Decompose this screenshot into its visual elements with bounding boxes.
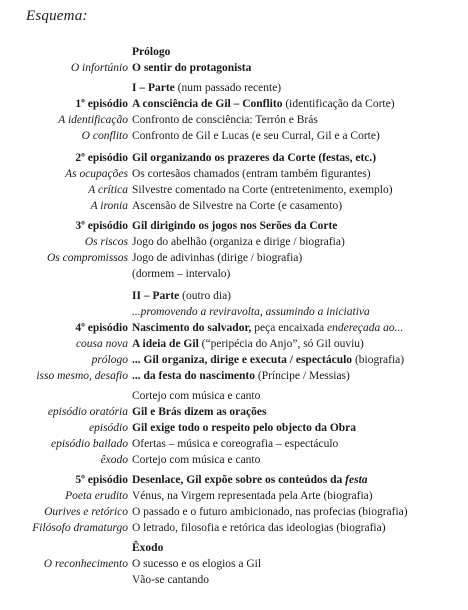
scheme-row-label: A ironia <box>90 200 128 212</box>
scheme-row <box>0 218 468 234</box>
scheme-row-main: ... da festa do nascimento <box>132 370 255 382</box>
scheme-row-main: Confronto de consciência: Terrón e Brás <box>132 114 318 126</box>
scheme-row-label: episódio <box>89 422 128 434</box>
scheme-row-text <box>132 572 209 588</box>
scheme-row-text <box>132 452 260 468</box>
scheme-row <box>0 452 468 468</box>
scheme-row-main: I – Parte <box>132 82 175 94</box>
scheme-row-main: A ideia de Gil <box>132 338 199 350</box>
scheme-row-label: episódio oratória <box>47 406 128 418</box>
scheme-row <box>0 472 468 488</box>
scheme-row <box>0 336 468 352</box>
scheme-row-main: Nascimento do salvador, <box>132 322 252 334</box>
scheme-row-text <box>132 128 380 144</box>
scheme-row-text <box>132 60 251 76</box>
scheme-row-extra: (num passado recente) <box>174 82 282 94</box>
scheme-row-text <box>132 150 376 166</box>
scheme-row <box>0 404 468 420</box>
scheme-row-text <box>132 266 230 282</box>
scheme-row <box>0 112 468 128</box>
scheme-row-extra-italic: festa <box>345 474 368 486</box>
scheme-row <box>0 150 468 166</box>
scheme-row <box>0 388 468 404</box>
scheme-row-text <box>132 44 170 60</box>
scheme-row-text <box>132 436 338 452</box>
scheme-row <box>0 182 468 198</box>
scheme-row <box>0 488 468 504</box>
scheme-row-text <box>132 488 373 504</box>
scheme-row <box>0 368 468 384</box>
scheme-row-main: Desenlace, Gil expõe sobre os conteúdos da <box>132 474 346 486</box>
scheme-row-text <box>132 320 403 336</box>
scheme-row <box>0 420 468 436</box>
scheme-row-text <box>132 472 368 488</box>
scheme-row-extra: peça encaixada <box>251 322 328 334</box>
scheme-row-main: ... Gil organiza, dirige e executa / espectáculo <box>132 354 353 366</box>
scheme-row-text <box>132 218 337 234</box>
scheme-row-main: Jogo do abelhão (organiza e dirige / biografia) <box>132 236 345 248</box>
scheme-row-label: O infortúnio <box>70 62 128 74</box>
scheme-row-label: A identificação <box>58 114 128 126</box>
scheme-row-text <box>132 420 356 436</box>
scheme-row-text <box>132 504 408 520</box>
scheme-row-text <box>132 96 395 112</box>
scheme-row <box>0 250 468 266</box>
scheme-row-extra: (Príncipe / Messias) <box>255 370 350 382</box>
scheme-row-main: Vão-se cantando <box>132 574 209 586</box>
scheme-row-main: O letrado, filosofia e retórica das ideologias (biografia) <box>132 522 386 534</box>
scheme-row-main: Vénus, na Virgem representada pela Arte (biografia) <box>132 490 373 502</box>
scheme-row <box>0 504 468 520</box>
scheme-row-text <box>132 182 393 198</box>
scheme-row-label: 1º episódio <box>75 98 128 110</box>
scheme-row <box>0 266 468 282</box>
scheme-row-extra: (identificação da Corte) <box>282 98 395 110</box>
scheme-row-extra-italic: endereçada ao... <box>327 322 404 334</box>
scheme-row <box>0 352 468 368</box>
scheme-row-main: Silvestre comentado na Corte (entretenimento, exemplo) <box>132 184 393 196</box>
scheme-row <box>0 540 468 556</box>
scheme-row-main: Ascensão de Silvestre na Corte (e casamento) <box>132 200 343 212</box>
scheme-row <box>0 304 468 320</box>
scheme-row-main: (dormem – intervalo) <box>132 268 231 280</box>
scheme-row-label: Ourives e retórico <box>44 506 128 518</box>
scheme-row-label: Os riscos <box>84 236 128 248</box>
scheme-row-text <box>132 166 371 182</box>
scheme-row <box>0 234 468 250</box>
scheme-row-label: As ocupações <box>65 168 128 180</box>
scheme-row <box>0 556 468 572</box>
scheme-row-label: A crítica <box>88 184 128 196</box>
scheme-row <box>0 520 468 536</box>
scheme-row-main: A consciência de Gil – Conflito <box>132 98 283 110</box>
scheme-row-main: Cortejo com música e canto <box>132 454 261 466</box>
scheme-row-main: Prólogo <box>132 46 171 58</box>
scheme-row-label: 5º episódio <box>75 474 128 486</box>
scheme-row <box>0 198 468 214</box>
scheme-row-text <box>132 336 364 352</box>
scheme-row-label: 2º episódio <box>75 152 128 164</box>
scheme-row-text <box>132 250 302 266</box>
scheme-row-text <box>132 304 370 320</box>
scheme-row-main: O sentir do protagonista <box>132 62 252 74</box>
scheme-row-label: O reconhecimento <box>43 558 128 570</box>
scheme-row-label: Os compromissos <box>46 252 128 264</box>
scheme-row <box>0 288 468 304</box>
scheme-row-text <box>132 540 163 556</box>
scheme-row <box>0 436 468 452</box>
scheme-row-text <box>132 352 404 368</box>
scheme-row-text <box>132 288 231 304</box>
scheme-row <box>0 128 468 144</box>
scheme-row-extra: (“peripécia do Anjo”, só Gil ouviu) <box>198 338 364 350</box>
scheme-row <box>0 320 468 336</box>
scheme-row-label: Poeta erudito <box>65 490 128 502</box>
scheme-row-label: prólogo <box>91 354 128 366</box>
scheme-row-main: ...promovendo a reviravolta, assumindo a iniciativa <box>132 306 370 318</box>
scheme-row-text <box>132 404 266 420</box>
scheme-row-label: 3º episódio <box>75 220 128 232</box>
scheme-row <box>0 96 468 112</box>
scheme-row-main: Gil exige todo o respeito pelo objecto da Obra <box>132 422 357 434</box>
scheme-row-text <box>132 388 260 404</box>
scheme-row-label: isso mesmo, desafio <box>36 370 128 382</box>
scheme-row <box>0 60 468 76</box>
scheme-row-main: Cortejo com música e canto <box>132 390 261 402</box>
scheme-row-main: Jogo de adivinhas (dirige / biografia) <box>132 252 303 264</box>
scheme-row-label: 4º episódio <box>75 322 128 334</box>
scheme-row <box>0 44 468 60</box>
scheme-row-main: Os cortesãos chamados (entram também figurantes) <box>132 168 371 180</box>
scheme-row-extra: (outro dia) <box>179 290 231 302</box>
scheme-row-main: O sucesso e os elogios a Gil <box>132 558 262 570</box>
scheme-row-text <box>132 368 350 384</box>
scheme-row-main: Gil dirigindo os jogos nos Serões da Corte <box>132 220 338 232</box>
scheme-row-extra: (biografia) <box>352 354 405 366</box>
scheme-row-text <box>132 112 318 128</box>
scheme-row-main: Gil e Brás dizem as orações <box>132 406 267 418</box>
scheme-row-text <box>132 556 261 572</box>
scheme-row-main: Confronto de Gil e Lucas (e seu Curral, Gil e a Corte) <box>132 130 380 142</box>
scheme-row-main: Ofertas – música e coreografia – espectáculo <box>132 438 339 450</box>
scheme-row <box>0 572 468 588</box>
scheme-row-text <box>132 198 342 214</box>
scheme-row-text <box>132 520 386 536</box>
scheme-row-main: Êxodo <box>132 542 164 554</box>
scheme-row-label: cousa nova <box>75 338 128 350</box>
scheme-row-label: êxodo <box>100 454 128 466</box>
scheme-row-label: O conflito <box>81 130 128 142</box>
scheme-row-main: Gil organizando os prazeres da Corte (festas, etc.) <box>132 152 377 164</box>
scheme-row-main: II – Parte <box>132 290 180 302</box>
scheme-row <box>0 166 468 182</box>
scheme-row-text <box>132 234 345 250</box>
scheme-row-label: episódio bailado <box>51 438 128 450</box>
scheme-row-main: O passado e o futuro ambicionado, nas profecias (biografia) <box>132 506 408 518</box>
scheme-row <box>0 80 468 96</box>
scheme-row-label: Filósofo dramaturgo <box>32 522 128 534</box>
page-heading: Esquema: <box>26 8 88 24</box>
scheme-row-text <box>132 80 281 96</box>
